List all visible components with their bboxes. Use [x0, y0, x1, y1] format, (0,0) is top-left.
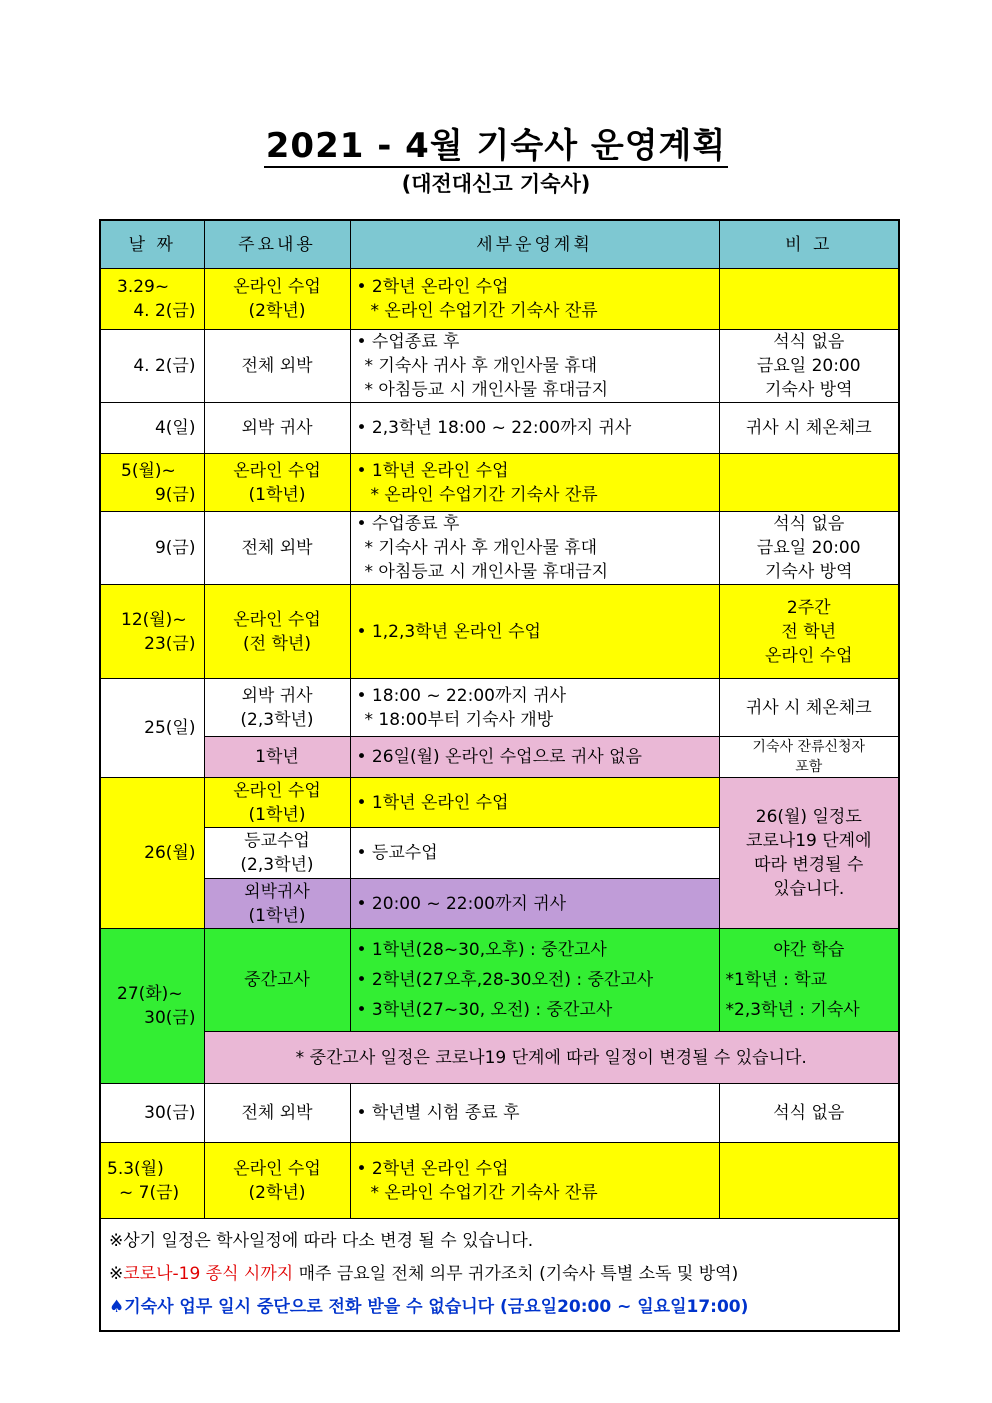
- main-text: (2학년): [248, 1182, 306, 1203]
- main-cell: [204, 269, 350, 330]
- date-text: 5(월)~: [121, 460, 176, 481]
- table-row: [100, 778, 899, 828]
- note-cell: [719, 512, 899, 585]
- date-cell: 25(일): [100, 679, 204, 778]
- main-cell: 1학년: [204, 737, 350, 778]
- note-text: 기숙사 잔류신청자: [752, 739, 866, 755]
- table-row: [100, 269, 899, 330]
- detail-text: • 수업종료 후: [356, 514, 460, 534]
- date-text: 9(금): [154, 484, 196, 505]
- date-cell: [100, 269, 204, 330]
- main-cell: [204, 679, 350, 737]
- note-line-1: ※상기 일정은 학사일정에 따라 다소 변경 될 수 있습니다.: [109, 1231, 534, 1251]
- note-text: 기숙사 방역: [764, 562, 853, 582]
- date-text: 4. 2(금): [133, 301, 196, 321]
- detail-cell: [350, 929, 719, 1032]
- main-text: 온라인 수업: [233, 1158, 321, 1179]
- note-highlight-text: 코로나-19 종식 시까지: [123, 1264, 294, 1284]
- note-mark: ※: [109, 1264, 124, 1284]
- detail-cell: [350, 269, 719, 330]
- main-text: 온라인 수업: [233, 277, 321, 297]
- date-cell: 9(금): [100, 512, 204, 585]
- note-cell: 석식 없음: [719, 1084, 899, 1143]
- table-row: [100, 585, 899, 679]
- main-text: 등교수업: [244, 831, 310, 851]
- date-text: 5.3(월): [107, 1158, 164, 1179]
- main-cell: 중간고사: [204, 929, 350, 1032]
- detail-text: * 아침등교 시 개인사물 휴대금지: [364, 562, 609, 582]
- date-text: 3.29~: [117, 277, 170, 297]
- note-text: 매주 금요일 전체 의무 귀가조치 (기숙사 특별 소독 및 방역): [293, 1264, 739, 1284]
- date-text: 27(화)~: [117, 984, 183, 1004]
- detail-cell: [350, 512, 719, 585]
- note-text: 포함: [795, 759, 823, 775]
- date-cell: [100, 454, 204, 512]
- date-cell: [100, 929, 204, 1084]
- table-row: [100, 1143, 899, 1219]
- table-row: [100, 679, 899, 737]
- detail-text: • 3학년(27~30, 오전) : 중간고사: [356, 1000, 613, 1020]
- header-date: 날 짜: [100, 220, 204, 269]
- note-text: 코로나19 단계에: [745, 831, 872, 851]
- detail-text: * 온라인 수업기간 기숙사 잔류: [370, 301, 598, 321]
- note-cell: [719, 778, 899, 929]
- note-cell: [719, 737, 899, 778]
- note-text: 금요일 20:00: [756, 538, 861, 558]
- date-text: 23(금): [144, 633, 196, 654]
- note-text: 야간 학습: [773, 940, 845, 960]
- detail-cell: • 20:00 ~ 22:00까지 귀사: [350, 879, 719, 929]
- note-cell: [719, 1143, 899, 1219]
- main-text: 온라인 수업: [233, 460, 321, 481]
- main-cell: 전체 외박: [204, 512, 350, 585]
- schedule-table: [99, 219, 900, 1332]
- main-text: (2,3학년): [240, 855, 314, 875]
- date-cell: 4. 2(금): [100, 330, 204, 403]
- detail-text: • 2학년 온라인 수업: [356, 1158, 509, 1179]
- date-cell: 4(일): [100, 403, 204, 454]
- note-text: 26(월) 일정도: [755, 807, 862, 827]
- page-title: 2021 - 4월 기숙사 운영계획: [265, 126, 727, 166]
- note-text: *1학년 : 학교: [725, 970, 828, 990]
- page-subtitle: (대전대신고 기숙사): [401, 172, 591, 196]
- header-detail: 세부운영계획: [350, 220, 719, 269]
- main-cell: 전체 외박: [204, 1084, 350, 1143]
- note-cell: [719, 269, 899, 330]
- date-cell: [100, 1143, 204, 1219]
- main-cell: [204, 454, 350, 512]
- notes-row: [100, 1219, 899, 1332]
- detail-cell: • 26일(월) 온라인 수업으로 귀사 없음: [350, 737, 719, 778]
- date-cell: [100, 585, 204, 679]
- note-cell: [719, 330, 899, 403]
- main-text: (1학년): [248, 905, 306, 926]
- detail-text: * 온라인 수업기간 기숙사 잔류: [370, 1182, 598, 1203]
- detail-cell: • 등교수업: [350, 828, 719, 879]
- detail-text: * 기숙사 귀사 후 개인사물 휴대: [364, 356, 598, 376]
- exam-notice-cell: * 중간고사 일정은 코로나19 단계에 따라 일정이 변경될 수 있습니다.: [204, 1032, 899, 1084]
- date-text: 12(월)~: [121, 609, 187, 630]
- notes-cell: [100, 1219, 899, 1332]
- detail-cell: [350, 679, 719, 737]
- detail-text: * 아침등교 시 개인사물 휴대금지: [364, 380, 609, 400]
- detail-text: • 18:00 ~ 22:00까지 귀사: [356, 685, 567, 706]
- detail-cell: [350, 330, 719, 403]
- header-row: [100, 220, 899, 269]
- note-line-2: [109, 1258, 890, 1291]
- note-text: 금요일 20:00: [756, 356, 861, 376]
- note-text: *2,3학년 : 기숙사: [725, 1000, 860, 1020]
- table-row: [100, 737, 899, 778]
- detail-text: * 기숙사 귀사 후 개인사물 휴대: [364, 538, 598, 558]
- table-row: [100, 929, 899, 1032]
- note-text: 석식 없음: [773, 514, 845, 534]
- table-row: [100, 454, 899, 512]
- detail-text: • 1학년 온라인 수업: [356, 460, 509, 481]
- note-cell: [719, 929, 899, 1032]
- header-main: 주요내용: [204, 220, 350, 269]
- note-line-3: ♠기숙사 업무 일시 중단으로 전화 받을 수 없습니다 (금요일20:00 ~ 일요일17:00): [109, 1297, 749, 1317]
- main-text: 외박 귀사: [241, 685, 313, 706]
- main-text: (2학년): [248, 301, 306, 321]
- main-text: 온라인 수업: [233, 780, 321, 801]
- detail-text: • 수업종료 후: [356, 332, 460, 352]
- date-text: ~ 7(금): [119, 1182, 180, 1203]
- note-text: 온라인 수업: [764, 645, 853, 666]
- table-row: [100, 1032, 899, 1084]
- note-text: 따라 변경될 수: [754, 855, 864, 875]
- main-text: (2,3학년): [240, 709, 314, 730]
- note-cell: 귀사 시 체온체크: [719, 403, 899, 454]
- date-text: 30(금): [144, 1008, 196, 1028]
- main-text: (1학년): [248, 804, 306, 825]
- main-cell: 외박 귀사: [204, 403, 350, 454]
- note-text: 있습니다.: [773, 879, 845, 899]
- note-cell: [719, 454, 899, 512]
- main-cell: [204, 585, 350, 679]
- main-cell: [204, 778, 350, 828]
- date-cell: 30(금): [100, 1084, 204, 1143]
- detail-cell: • 1학년 온라인 수업: [350, 778, 719, 828]
- detail-cell: • 1,2,3학년 온라인 수업: [350, 585, 719, 679]
- main-text: 온라인 수업: [233, 609, 321, 630]
- detail-text: • 2학년(27오후,28-30오전) : 중간고사: [356, 970, 654, 990]
- main-text: (전 학년): [243, 633, 311, 654]
- detail-cell: • 2,3학년 18:00 ~ 22:00까지 귀사: [350, 403, 719, 454]
- main-cell: [204, 879, 350, 929]
- note-text: 석식 없음: [773, 332, 845, 352]
- main-cell: [204, 828, 350, 879]
- detail-cell: [350, 454, 719, 512]
- detail-cell: [350, 1143, 719, 1219]
- date-cell: 26(월): [100, 778, 204, 929]
- detail-text: * 온라인 수업기간 기숙사 잔류: [370, 484, 598, 505]
- note-text: 기숙사 방역: [764, 380, 853, 400]
- table-row: [100, 1084, 899, 1143]
- main-text: (1학년): [248, 484, 306, 505]
- note-cell: [719, 585, 899, 679]
- note-text: 전 학년: [781, 621, 837, 642]
- table-row: [100, 403, 899, 454]
- detail-text: • 1학년(28~30,오후) : 중간고사: [356, 940, 607, 960]
- main-text: 외박귀사: [244, 881, 310, 902]
- note-text: 2주간: [786, 597, 831, 618]
- table-row: [100, 330, 899, 403]
- header-note: 비 고: [719, 220, 899, 269]
- detail-text: • 2학년 온라인 수업: [356, 277, 509, 297]
- main-cell: [204, 1143, 350, 1219]
- detail-cell: • 학년별 시험 종료 후: [350, 1084, 719, 1143]
- detail-text: * 18:00부터 기숙사 개방: [364, 709, 554, 730]
- table-row: [100, 512, 899, 585]
- main-cell: 전체 외박: [204, 330, 350, 403]
- note-cell: 귀사 시 체온체크: [719, 679, 899, 737]
